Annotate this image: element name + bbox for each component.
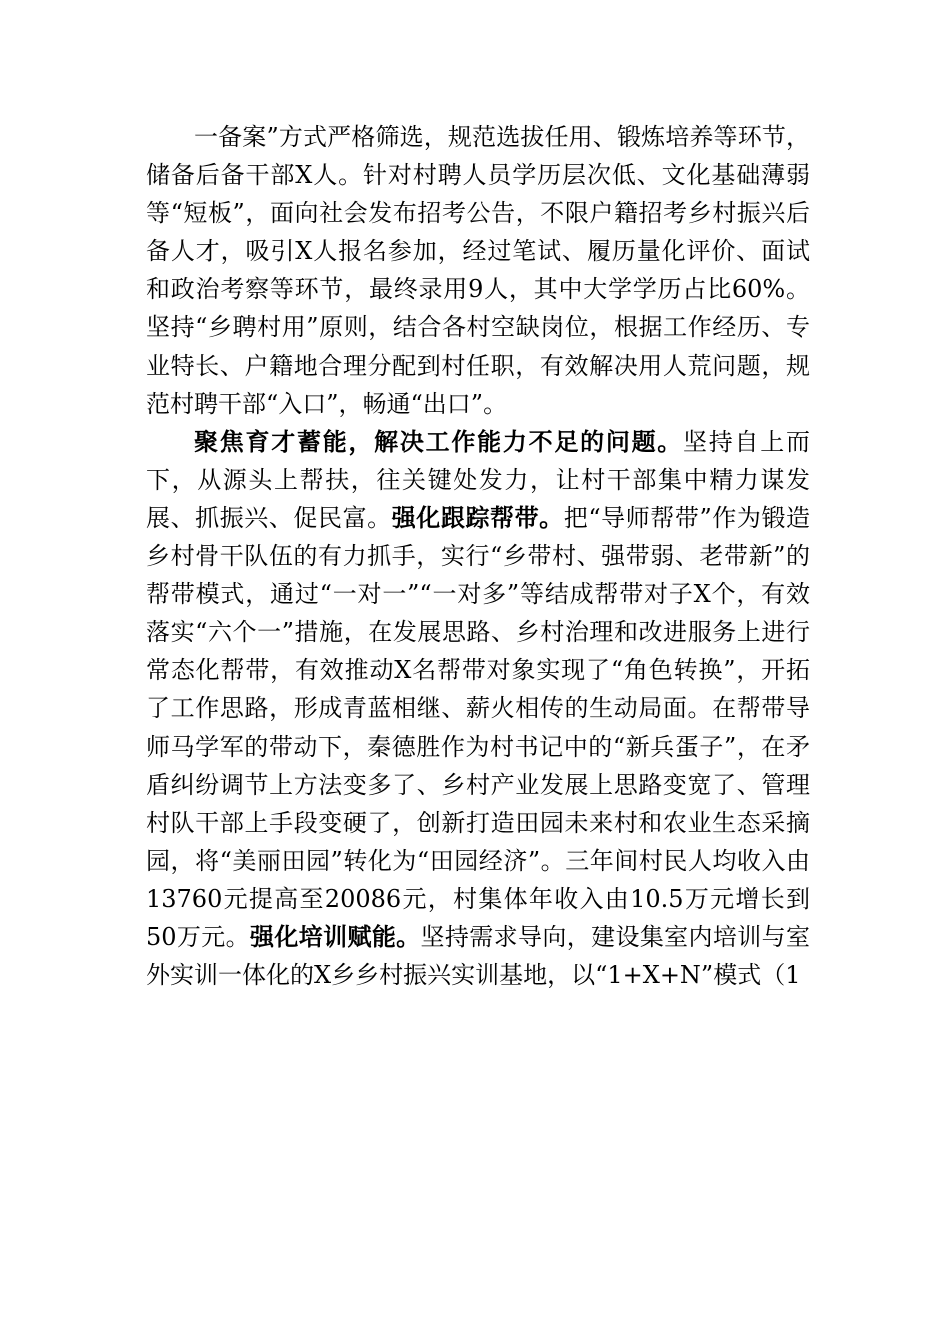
subheading-training: 强化培训赋能。 bbox=[250, 921, 421, 951]
paragraph-2-text-c: 坚持需求导向，建设集室内培训与室外实训一体化的X乡乡村振兴实训基地，以“1+X+N”模式（1 bbox=[146, 922, 810, 990]
paragraph-2 bbox=[146, 423, 810, 994]
subheading-mentoring: 强化跟踪帮带。 bbox=[391, 502, 564, 532]
document-body bbox=[146, 118, 810, 994]
paragraph-2-text-b: 把“导师帮带”作为锻造乡村骨干队伍的有力抓手，实行“乡带村、强带弱、老带新”的帮带模式，通过“一对一”“一对多”等结成帮带对子X个，有效落实“六个一”措施，在发展思路、乡村治理和改进服务上进行常态化帮带，有效推动X名帮带对象实现了“角色转换”，开拓了工作思路，形成青蓝相继、薪火相传的生动局面。在帮带导师马学军的带动下，秦德胜作为村书记中的“新兵蛋子”，在矛盾纠纷调节上方法变多了、乡村产业发展上思路变宽了、管理村队干部上手段变硬了，创新打造田园未来村和农业生态采摘园，将“美丽田园”转化为“田园经济”。三年间村民人均收入由13760元提高至20086元，村集体年收入由10.5万元增长到50万元。 bbox=[146, 503, 811, 951]
paragraph-1 bbox=[146, 118, 810, 423]
paragraph-1-text: 一备案”方式严格筛选，规范选拔任用、锻炼培养等环节，储备后备干部X人。针对村聘人员学历层次低、文化基础薄弱等“短板”，面向社会发布招考公告，不限户籍招考乡村振兴后备人才，吸引X人报名参加，经过笔试、履历量化评价、面试和政治考察等环节，最终录用9人，其中大学学历占比60%。坚持“乡聘村用”原则，结合各村空缺岗位，根据工作经历、专业特长、户籍地合理分配到村任职，有效解决用人荒问题，规范村聘干部“入口”，畅通“出口”。 bbox=[146, 123, 810, 418]
section-heading: 聚焦育才蓄能，解决工作能力不足的问题。 bbox=[194, 426, 684, 456]
paragraph-2-text-a: 坚持自上而下，从源头上帮扶，往关键处发力，让村干部集中精力谋发展、抓振兴、促民富。 bbox=[146, 427, 811, 532]
